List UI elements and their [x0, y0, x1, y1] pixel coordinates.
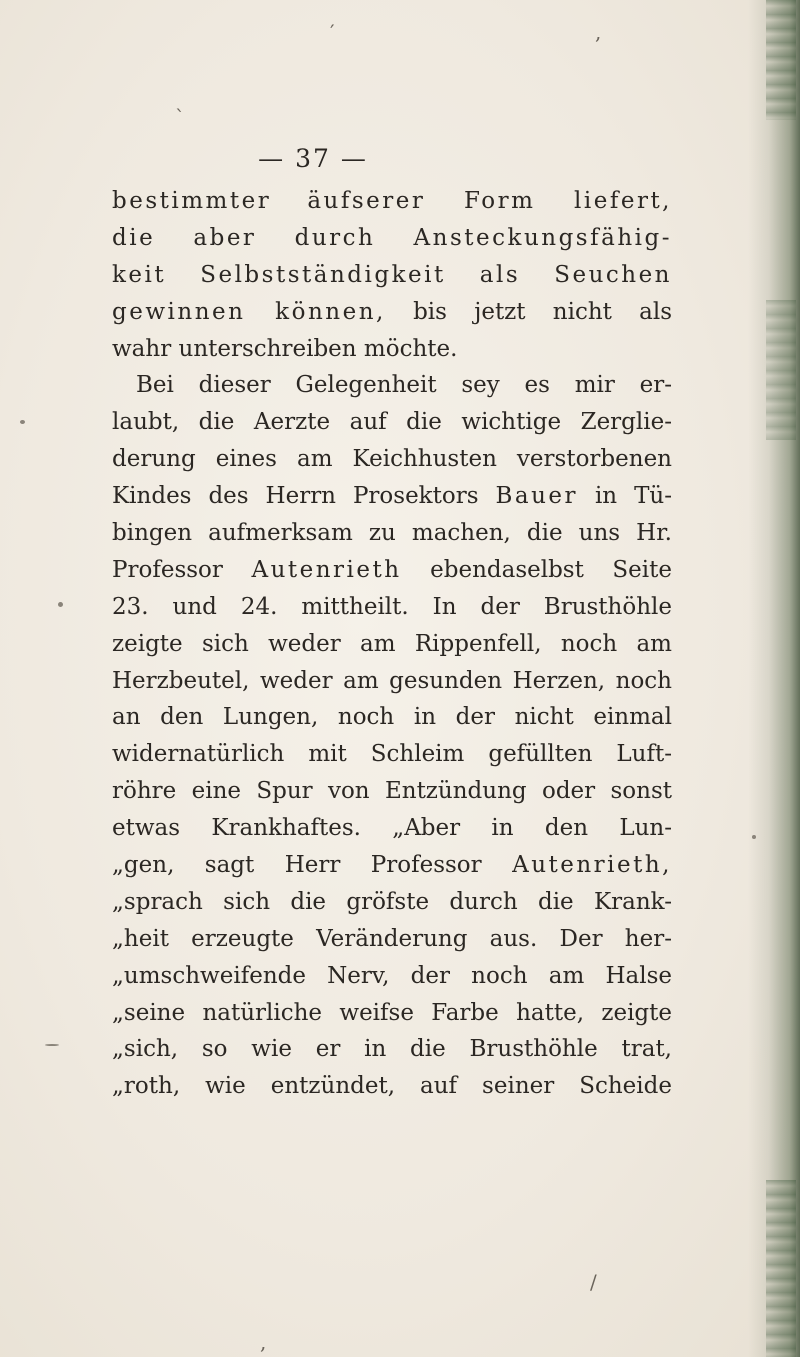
text-line — [112, 884, 672, 921]
text-line — [112, 736, 672, 773]
text-line — [112, 847, 672, 884]
stray-speck — [58, 602, 63, 607]
text-segment — [271, 188, 307, 214]
text-segment: Herzbeutel, weder am gesunden Herzen, noch — [112, 667, 672, 694]
text-line — [112, 478, 672, 515]
stray-mark: / — [590, 1270, 597, 1294]
text-segment: Kindes des Herrn Prosektors — [112, 483, 496, 510]
page-edge-stain-upper — [766, 0, 796, 120]
text-line — [112, 1031, 672, 1068]
text-segment: „gen, sagt Herr Professor — [112, 852, 513, 879]
text-line — [112, 626, 672, 663]
text-line — [112, 220, 672, 257]
text-segment: derung eines am Keichhusten verstorbenen — [112, 446, 672, 473]
text-line — [112, 441, 672, 478]
spaced-text: äufserer Form liefert, — [307, 188, 672, 214]
text-segment: 23. und 24. mittheilt. In der Brusthöhle — [112, 593, 672, 620]
text-line — [112, 183, 672, 220]
spaced-text: die aber durch Ansteckungsfähig- — [112, 224, 672, 251]
spaced-text: Bauer — [495, 483, 578, 510]
text-line — [112, 367, 672, 404]
text-segment: bis jetzt nicht als — [385, 298, 673, 325]
text-segment: widernatürlich mit Schleim gefüllten Luft- — [112, 741, 672, 768]
text-segment: ebendaselbst Seite — [401, 556, 672, 583]
text-line — [112, 294, 672, 331]
spaced-text: Autenrieth — [251, 556, 402, 583]
text-line — [112, 331, 672, 368]
text-line — [112, 773, 672, 810]
text-segment: in Tü- — [578, 483, 672, 510]
text-segment: „sich, so wie er in die Brusthöhle trat, — [112, 1036, 672, 1063]
spaced-text: gewinnen können, — [112, 298, 386, 325]
text-line — [112, 404, 672, 441]
stray-mark: , — [595, 20, 602, 44]
page-number: — 37 — — [258, 144, 368, 173]
page-edge-stain-lower — [766, 1180, 796, 1357]
text-segment: laubt, die Aerzte auf die wichtige Zerglie- — [112, 409, 672, 436]
text-segment: Professor — [112, 556, 252, 583]
spaced-text: Autenrieth, — [512, 852, 672, 879]
text-segment: „roth, wie entzündet, auf seiner Scheide — [112, 1073, 672, 1100]
stray-mark: ′ — [330, 20, 335, 44]
text-segment: röhre eine Spur von Entzündung oder sonst — [112, 778, 672, 805]
text-line — [112, 589, 672, 626]
stray-mark: ` — [175, 105, 185, 129]
text-segment: „seine natürliche weifse Farbe hatte, zeigte — [112, 999, 672, 1026]
text-line — [112, 810, 672, 847]
stray-mark: , — [260, 1330, 267, 1354]
text-line — [112, 552, 672, 589]
text-line — [112, 663, 672, 700]
text-segment: bingen aufmerksam zu machen, die uns Hr. — [112, 520, 672, 547]
text-segment: an den Lungen, noch in der nicht einmal — [112, 704, 672, 731]
stray-speck — [752, 835, 756, 839]
text-line — [112, 1068, 672, 1105]
text-line — [112, 921, 672, 958]
text-line — [112, 257, 672, 294]
page-edge-shadow — [748, 0, 800, 1357]
text-segment: wahr unterschreiben möchte. — [112, 335, 458, 362]
text-line — [112, 958, 672, 995]
text-line — [112, 995, 672, 1032]
stray-speck — [20, 420, 25, 424]
text-segment: „sprach sich die gröfste durch die Krank- — [112, 888, 672, 915]
text-segment: Bei dieser Gelegenheit sey es mir er- — [136, 372, 672, 399]
text-segment: „umschweifende Nerv, der noch am Halse — [112, 962, 672, 989]
text-line — [112, 699, 672, 736]
page-edge-stain-middle — [766, 300, 796, 440]
stray-speck — [45, 1044, 59, 1046]
text-line — [112, 515, 672, 552]
spaced-text: bestimmter — [112, 188, 272, 214]
spaced-text: keit Selbstständigkeit als Seuchen — [112, 261, 672, 288]
text-segment: zeigte sich weder am Rippenfell, noch am — [112, 630, 672, 657]
body-text — [112, 183, 672, 1105]
text-segment: „heit erzeugte Veränderung aus. Der her- — [112, 925, 672, 952]
text-segment: etwas Krankhaftes. „Aber in den Lun- — [112, 815, 672, 842]
